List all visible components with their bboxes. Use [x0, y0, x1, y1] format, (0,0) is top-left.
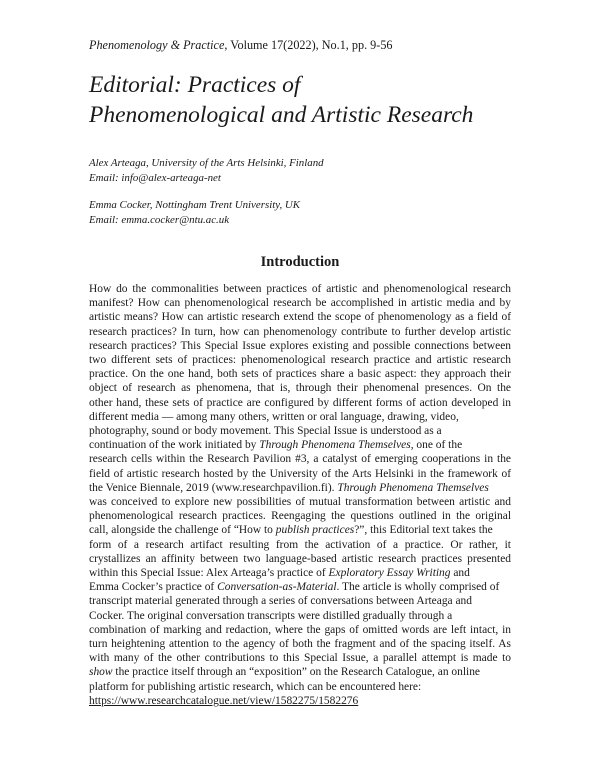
body-italic-run: Exploratory Essay Writing — [328, 567, 451, 580]
body-line: research practices? In turn, how can phenomenology contribute to further develop artistic — [89, 325, 511, 338]
body-text-run: and — [450, 567, 470, 580]
body-line — [89, 438, 511, 452]
journal-citation — [89, 38, 393, 53]
body-text-run: within this Special Issue: Alex Arteaga’s practice of — [89, 567, 329, 580]
body-line: with many of the other contributions to this Special Issue, a parallel attempt is made to — [89, 652, 511, 665]
author-affiliation: Alex Arteaga, University of the Arts Helsinki, Finland — [89, 157, 324, 169]
body-line: form of a research artifact resulting from the activation of a practice. Or rather, it — [89, 538, 511, 551]
body-line — [89, 580, 511, 594]
section-heading: Introduction — [260, 254, 340, 270]
body-text-run: continuation of the work initiated by — [89, 439, 260, 452]
body-italic-run: Through Phenomena Themselves — [259, 439, 411, 452]
body-line: phenomenological research practices. Reengaging the questions outlined in the original — [89, 510, 511, 523]
body-line: photography, sound or body movement. This Special Issue is understood as a — [89, 425, 442, 438]
body-text-run: . The article is wholly comprised of — [336, 581, 500, 594]
body-line — [89, 523, 511, 537]
body-line: field of artistic research hosted by the University of the Arts Helsinki in the framework of — [89, 467, 511, 480]
body-line: crystallizes an affinity between two language-based artistic research practices presented — [89, 552, 511, 565]
body-line — [89, 481, 511, 495]
body-text-run: the practice itself through an “exposition” on the Research Catalogue, an online — [112, 666, 480, 679]
author-email: Email: emma.cocker@ntu.ac.uk — [89, 214, 230, 226]
body-italic-run: Through Phenomena Themselves — [337, 481, 489, 494]
body-text-run: the Venice Biennale, 2019 (www.researchpavilion.fi). — [89, 481, 338, 494]
body-line: different media — among many others, written or oral language, drawing, video, — [89, 410, 459, 423]
body-text-run: , one of the — [410, 439, 463, 452]
author-block-1 — [89, 156, 324, 186]
body-line: platform for publishing artistic research, which can be encountered here: — [89, 680, 422, 693]
author-block-2 — [89, 198, 300, 228]
body-line: artistic means? How can artistic research extend the scope of phenomenology as a field of — [89, 311, 511, 324]
article-title — [89, 70, 473, 130]
body-italic-run: publish practices — [275, 524, 355, 537]
body-line: two different sets of practices: phenomenological research practice and artistic research — [89, 354, 511, 367]
body-line: practice. On the one hand, both sets of practices share a basic aspect: they approach their — [89, 368, 511, 381]
body-line: object of research as phenomena, that is, through their phenomenal presences. On the — [89, 382, 511, 395]
body-line: turn heightening attention to the agency of both the fragment and of the spacing itself. As — [89, 638, 511, 651]
body-line — [89, 665, 511, 679]
body-text-run: ?”, this Editorial text takes the — [354, 524, 493, 537]
body-italic-run: Conversation-as-Material — [217, 581, 337, 594]
article-title-line-1: Editorial: Practices of — [89, 72, 301, 98]
author-affiliation: Emma Cocker, Nottingham Trent University, UK — [89, 199, 301, 211]
body-text-run: call, alongside the challenge of “How to — [89, 524, 276, 537]
journal-issue-details: , Volume 17(2022), No.1, pp. 9-56 — [224, 38, 393, 52]
body-line: was conceived to explore new possibilities of mutual transformation between artistic and — [89, 496, 511, 509]
body-text-run: Emma Cocker’s practice of — [89, 581, 218, 594]
body-line: How do the commonalities between practices of artistic and phenomenological research — [89, 283, 511, 295]
exposition-link[interactable]: https://www.researchcatalogue.net/view/1582275/1582276 — [89, 694, 359, 707]
body-line: Cocker. The original conversation transcripts were distilled gradually through a — [89, 609, 453, 622]
body-italic-run: show — [89, 666, 113, 679]
body-line: transcript material generated through a series of conversations between Arteaga and — [89, 595, 472, 608]
body-line: research practices? This Special Issue explores existing and possible connections between — [89, 339, 511, 352]
body-paragraph — [89, 282, 511, 708]
body-line: manifest? How can phenomenological research be accomplished in artistic media and by — [89, 297, 511, 310]
author-email: Email: info@alex-arteaga-net — [89, 172, 221, 184]
body-line: research cells within the Research Pavilion #3, a catalyst of emerging cooperations in the — [89, 453, 511, 466]
journal-name: Phenomenology & Practice — [89, 38, 225, 52]
body-line: combination of marking and redaction, where the gaps of omitted words are left intact, in — [89, 623, 511, 636]
body-line — [89, 566, 511, 580]
body-line: other hand, these sets of practice are configured by different forms of action developed in — [89, 396, 511, 409]
article-title-line-2: Phenomenological and Artistic Research — [89, 102, 474, 128]
